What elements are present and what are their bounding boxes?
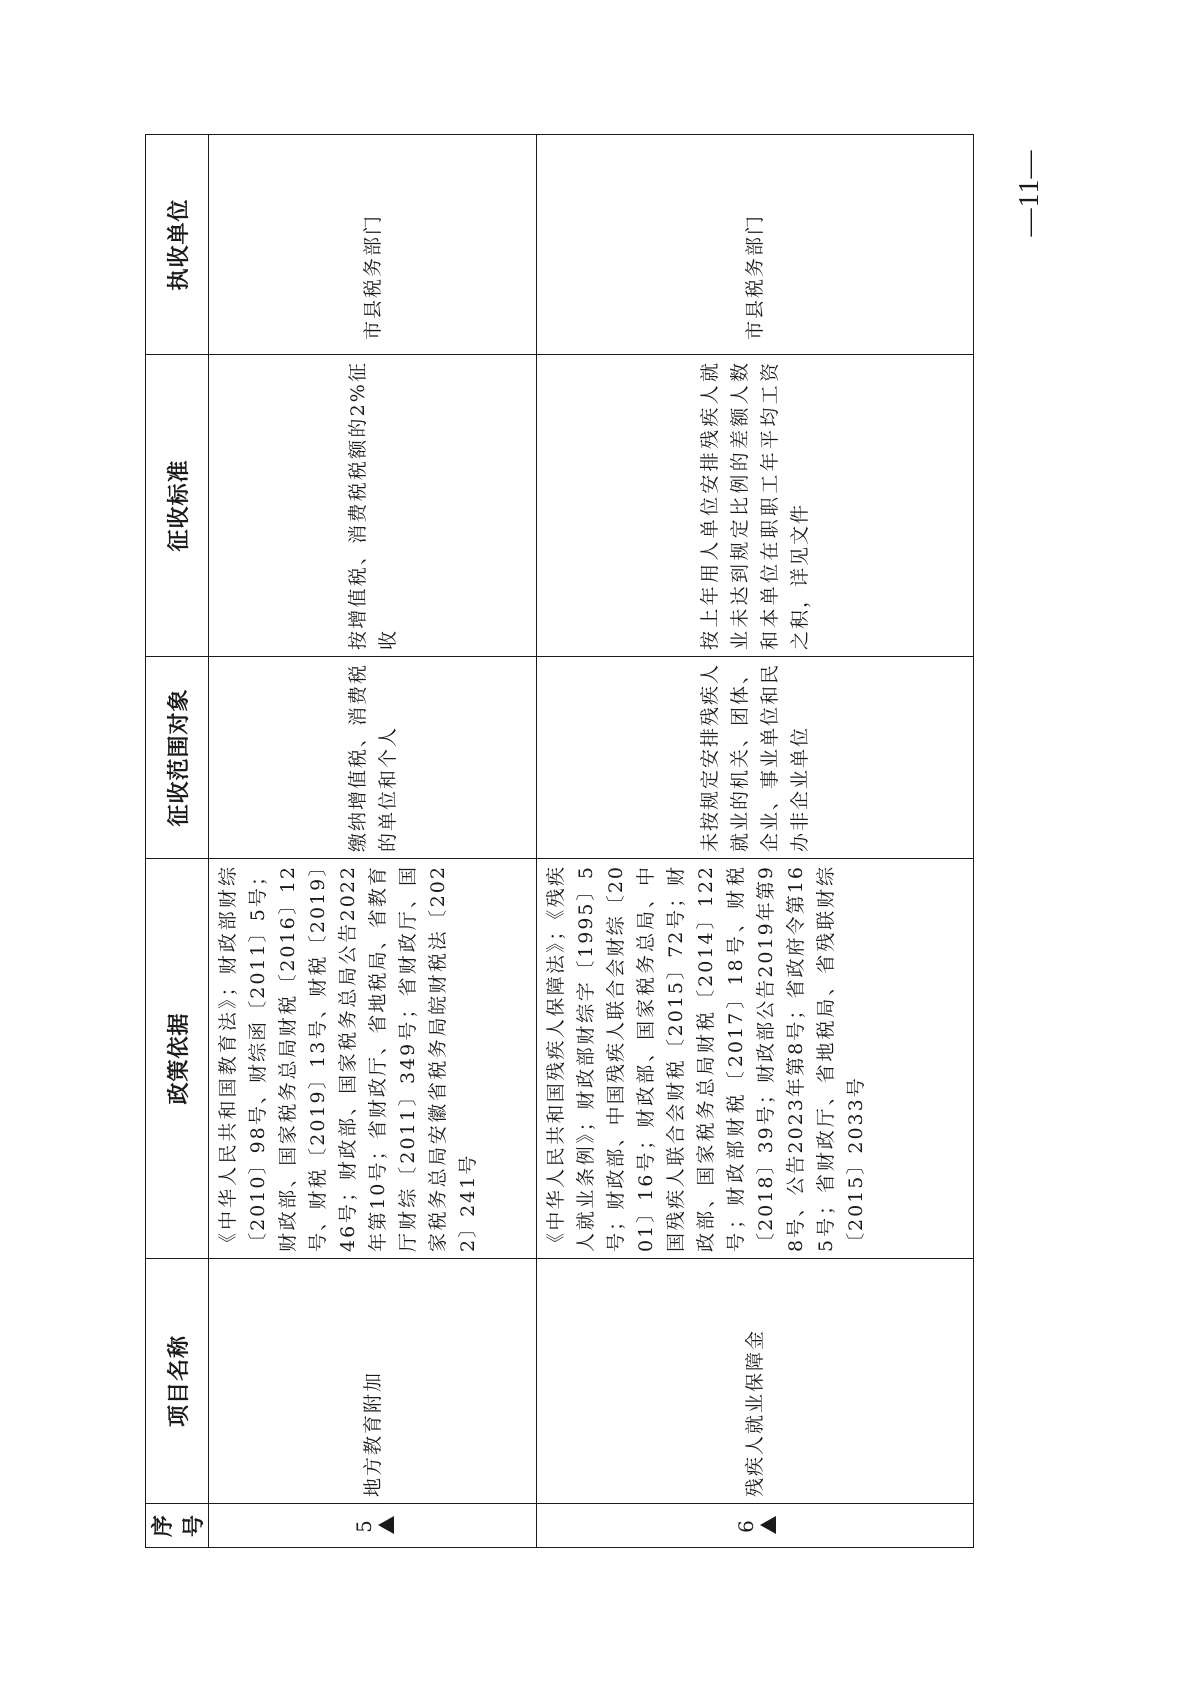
header-unit: 执收单位 bbox=[146, 135, 209, 355]
cell-unit: 市县税务部门 bbox=[209, 135, 537, 355]
cell-name: 地方教育附加 bbox=[209, 1259, 537, 1504]
triangle-marker-icon bbox=[378, 1517, 394, 1535]
seq-number: 5 bbox=[351, 1518, 376, 1533]
cell-basis: 《中华人民共和国残疾人保障法》；《残疾人就业条例》；财政部财综字〔1995〕5号；财政部、中国残疾人联合会财综〔2001〕16号；财政部、国家税务总局、中国残疾人联合会财税〔2015〕72号；财政部、国家税务总局财税〔2014〕122号；财政部财税〔2017〕18号、财税〔2018〕39号；财政部公告2019年第98号、公告2023年第8号；省政府令第165号；省财政厅、省地税局、省残联财综〔2015〕2033号 bbox=[537, 859, 974, 1259]
cell-standard: 按增值税、消费税税额的2%征收 bbox=[209, 355, 537, 657]
fee-table bbox=[145, 134, 974, 1548]
seq-number: 6 bbox=[734, 1518, 758, 1533]
header-seq: 序号 bbox=[146, 1504, 209, 1548]
page-number-text: —11— bbox=[1014, 149, 1045, 237]
cell-seq bbox=[209, 1504, 537, 1548]
header-standard: 征收标准 bbox=[146, 355, 209, 657]
page-number bbox=[1010, 138, 1050, 248]
cell-standard: 按上年用人单位安排残疾人就业未达到规定比例的差额人数和本单位在职职工年平均工资之积，详见文件 bbox=[537, 355, 974, 657]
table-row bbox=[209, 135, 537, 1548]
header-scope: 征收范围对象 bbox=[146, 657, 209, 859]
cell-basis: 《中华人民共和国教育法》；财政部财综〔2010〕98号、财综函〔2011〕5号；财政部、国家税务总局财税〔2016〕12号、财税〔2019〕13号、财税〔2019〕46号；财政部、国家税务总局公告2022年第10号；省财政厅、省地税局、省教育厅财综〔2011〕349号；省财政厅、国家税务总局安徽省税务局皖财税法〔2022〕241号 bbox=[209, 859, 537, 1259]
header-name: 项目名称 bbox=[146, 1259, 209, 1504]
header-basis: 政策依据 bbox=[146, 859, 209, 1259]
table-row bbox=[537, 135, 974, 1548]
cell-name: 残疾人就业保障金 bbox=[537, 1259, 974, 1504]
cell-scope: 未按规定安排残疾人就业的机关、团体、企业、事业单位和民办非企业单位 bbox=[537, 657, 974, 859]
table-header-row bbox=[146, 135, 209, 1548]
cell-unit: 市县税务部门 bbox=[537, 135, 974, 355]
triangle-marker-icon bbox=[760, 1517, 776, 1535]
cell-seq bbox=[537, 1504, 974, 1548]
cell-scope: 缴纳增值税、消费税的单位和个人 bbox=[209, 657, 537, 859]
rotated-page-content bbox=[145, 135, 950, 1548]
